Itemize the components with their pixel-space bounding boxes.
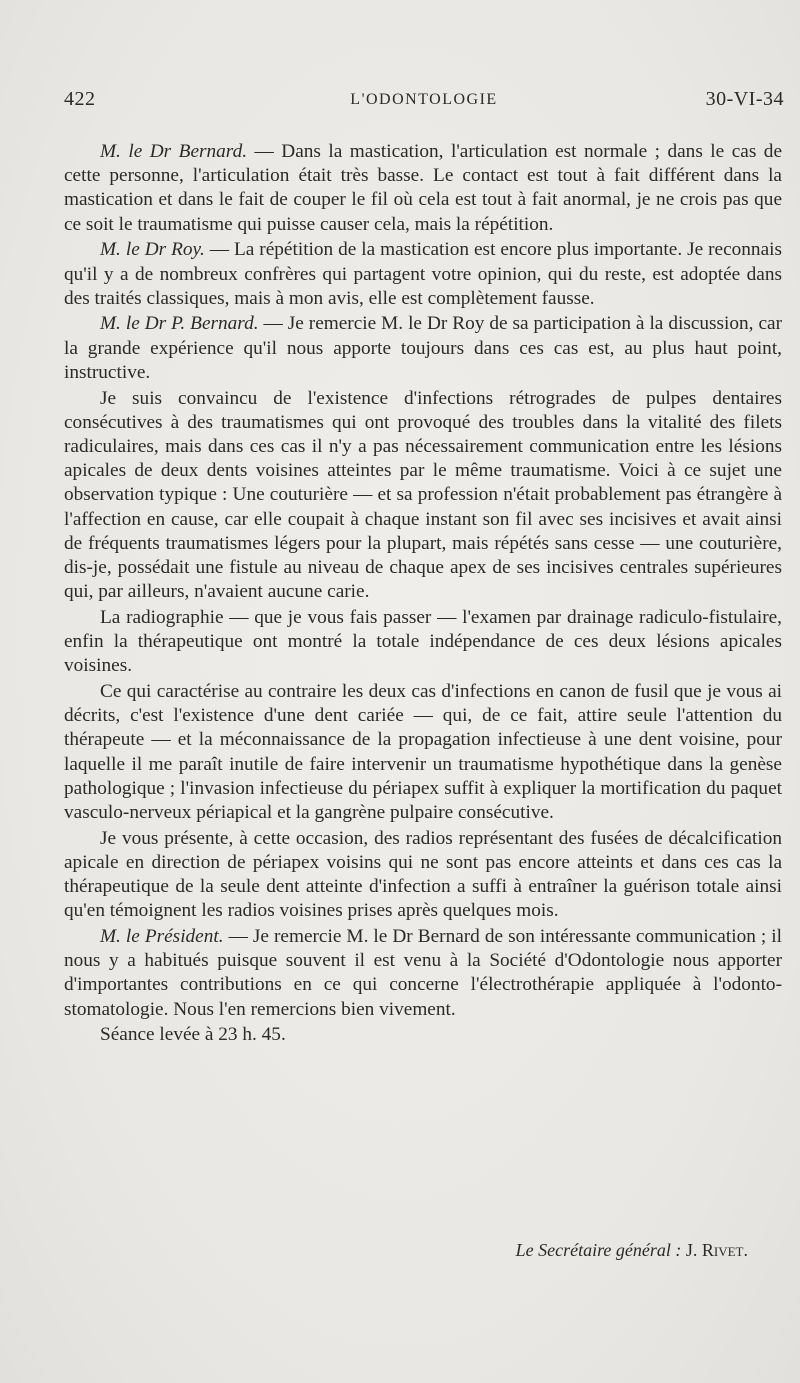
- paragraph-text: Je suis convaincu de l'existence d'infections rétrogrades de pulpes dentaires consécutives à des traumatismes qui ont provoqué des troubles dans la vitalité des filets radiculaires, mais dans ces cas il n'y a pas nécessairement communication entre les lésions apicales de deux dents voisines atteintes par le même traumatisme. Voici à ce sujet une observation typique : Une couturière — et sa profession n'était probablement pas étrangère à l'affection en cause, car elle coupait à chaque instant son fil avec ses incisives et avait ainsi de fréquents traumatismes légers pour la plupart, mais répétés sans cesse — une couturière, dis-je, possédait une fistule au niveau de chaque apex de ses incisives centrales supérieures qui, par ailleurs, n'avaient aucune carie.: [64, 387, 782, 603]
- paragraph-text: Séance levée à 23 h. 45.: [100, 1024, 286, 1046]
- paragraph: [64, 680, 782, 825]
- paragraph: [64, 387, 782, 605]
- paragraph: [64, 238, 782, 311]
- closing-line: [64, 1023, 782, 1047]
- paragraph-text: — La répétition de la mastication est encore plus importante. Je reconnais qu'il y a de nombreux confrères qui partagent votre opinion, qui du reste, est adoptée dans des traités classiques, mais à mon avis, elle est complètement fausse.: [64, 239, 782, 309]
- paragraph: [64, 312, 782, 385]
- paragraph-text: — Je remercie M. le Dr Roy de sa participation à la discussion, car la grande expérience qu'il nous apporte toujours dans ces cas est, au plus haut point, instructive.: [64, 313, 782, 383]
- speaker-name: M. le Dr Roy.: [100, 239, 205, 261]
- signature-line: [64, 1240, 748, 1261]
- paragraph: [64, 827, 782, 924]
- article-body: [64, 140, 782, 1049]
- paragraph: [64, 140, 782, 237]
- signature-name: J. Rivet.: [685, 1240, 748, 1260]
- issue-date: 30-VI-34: [705, 88, 784, 110]
- speaker-name: M. le Président.: [100, 926, 224, 947]
- page-number: 422: [64, 88, 96, 110]
- paragraph: [64, 925, 782, 1022]
- paragraph-text: — Dans la mastication, l'articulation est normale ; dans le cas de cette personne, l'articulation était très basse. Le contact est tout à fait différent dans la mastication et dans le fait de couper le fil où cela est tout à fait anormal, je ne crois pas que ce soit le traumatisme qui puisse causer cela, mais la répétition.: [64, 141, 782, 235]
- paragraph-text: Ce qui caractérise au contraire les deux cas d'infections en canon de fusil que je vous ai décrits, c'est l'existence d'une dent cariée — qui, de ce fait, attire seule l'attention du thérapeute — et la méconnaissance de la propagation infectieuse à une dent voisine, pour laquelle il me paraît inutile de faire intervenir un traumatisme hypothétique dans la genèse pathologique ; l'invasion infectieuse du périapex suffit à expliquer la mortification du paquet vasculo-nerveux périapical et la gangrène pulpaire consécutive.: [64, 680, 782, 823]
- signature-role: Le Secrétaire général :: [515, 1240, 682, 1260]
- speaker-name: M. le Dr Bernard.: [100, 141, 248, 162]
- running-header: [64, 88, 784, 118]
- journal-title: L'ODONTOLOGIE: [350, 91, 498, 108]
- paragraph: [64, 606, 782, 679]
- paragraph-text: — Je remercie M. le Dr Bernard de son intéressante communication ; il nous y a habitués puisque souvent il est venu à la Société d'Odontologie nous apporter d'importantes contributions en ce qui concerne l'électrothérapie appliquée à l'odonto-stomatologie. Nous l'en remercions bien vivement.: [64, 926, 782, 1020]
- speaker-name: M. le Dr P. Bernard.: [100, 313, 259, 335]
- paragraph-text: Je vous présente, à cette occasion, des radios représentant des fusées de décalcification apicale en direction de périapex voisins qui ne sont pas encore atteints et dans ces cas la thérapeutique de la seule dent atteinte d'infection a suffi à entraîner la guérison totale ainsi qu'en témoignent les radios voisines prises après quelques mois.: [64, 827, 782, 922]
- paragraph-text: La radiographie — que je vous fais passer — l'examen par drainage radiculo-fistulaire, enfin la thérapeutique ont montré la totale indépendance de ces deux lésions apicales voisines.: [64, 606, 782, 677]
